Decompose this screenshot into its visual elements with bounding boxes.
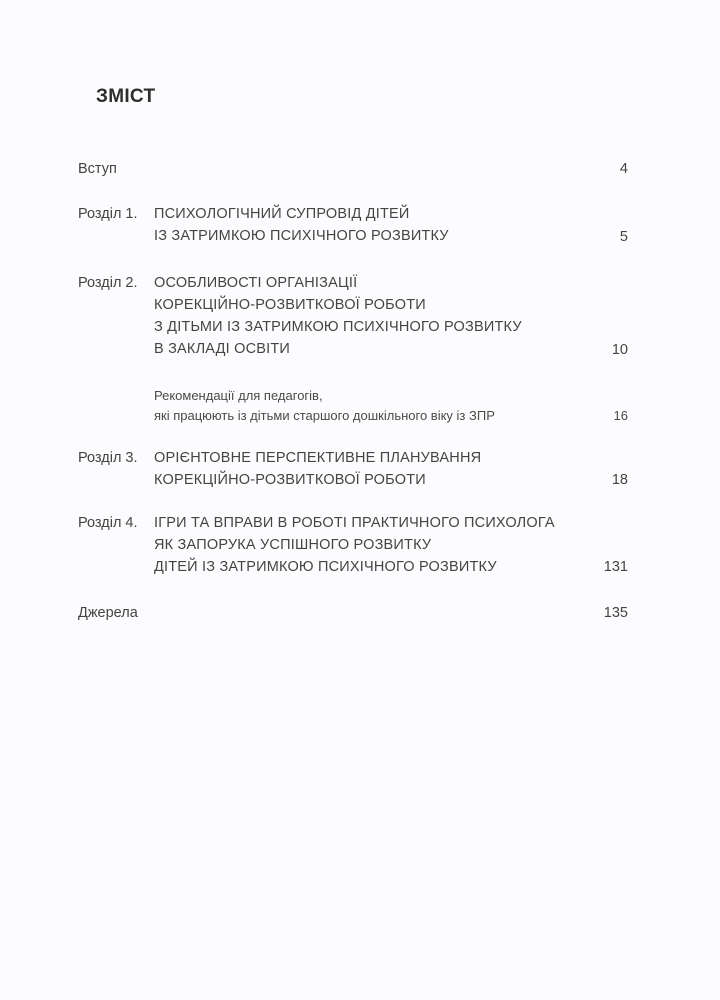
entry-label: Розділ 2.: [78, 275, 138, 291]
entry-title: [154, 203, 449, 247]
toc-entry-intro[interactable]: [78, 158, 628, 180]
entry-title-line: КОРЕКЦІЙНО-РОЗВИТКОВОЇ РОБОТИ: [154, 472, 426, 488]
toc-subentry-recommendations[interactable]: [154, 386, 628, 426]
entry-title-line: З ДІТЬМИ ІЗ ЗАТРИМКОЮ ПСИХІЧНОГО РОЗВИТКУ: [154, 319, 522, 335]
entry-title-line: ЯК ЗАПОРУКА УСПІШНОГО РОЗВИТКУ: [154, 537, 432, 553]
toc-entry-sources[interactable]: [78, 602, 628, 624]
entry-title-line: які працюють із дітьми старшого дошкільного віку із ЗПР: [154, 408, 495, 423]
entry-title-line: ПСИХОЛОГІЧНИЙ СУПРОВІД ДІТЕЙ: [154, 206, 410, 222]
entry-title-line: КОРЕКЦІЙНО-РОЗВИТКОВОЇ РОБОТИ: [154, 297, 426, 313]
entry-label: Розділ 4.: [78, 515, 138, 531]
entry-label: Розділ 1.: [78, 206, 138, 222]
entry-page-number: 18: [611, 472, 628, 488]
entry-label: Джерела: [78, 605, 138, 621]
entry-page-number: 5: [619, 229, 628, 245]
entry-page-number: 16: [613, 408, 628, 423]
entry-page-number: 10: [611, 342, 628, 358]
entry-title: [154, 447, 481, 491]
entry-page-number: 131: [603, 559, 628, 575]
toc-entry-chapter-4[interactable]: [78, 512, 628, 578]
entry-page-number: 4: [619, 161, 628, 177]
entry-title-line: ІЗ ЗАТРИМКОЮ ПСИХІЧНОГО РОЗВИТКУ: [154, 228, 449, 244]
entry-label: Розділ 3.: [78, 450, 138, 466]
entry-title: [154, 512, 555, 578]
toc-entry-chapter-3[interactable]: [78, 447, 628, 491]
toc-entry-chapter-1[interactable]: [78, 203, 628, 247]
entry-title-line: ДІТЕЙ ІЗ ЗАТРИМКОЮ ПСИХІЧНОГО РОЗВИТКУ: [154, 559, 497, 575]
entry-label: Вступ: [78, 161, 117, 177]
entry-title-line: ІГРИ ТА ВПРАВИ В РОБОТІ ПРАКТИЧНОГО ПСИХОЛОГА: [154, 515, 555, 531]
entry-title-line: В ЗАКЛАДІ ОСВІТИ: [154, 341, 291, 357]
page-title: ЗМІСТ: [96, 86, 156, 107]
entry-title-line: ОРІЄНТОВНЕ ПЕРСПЕКТИВНЕ ПЛАНУВАННЯ: [154, 450, 482, 466]
toc-entry-chapter-2[interactable]: [78, 272, 628, 360]
entry-page-number: 135: [603, 605, 628, 621]
entry-title: [154, 272, 522, 360]
entry-title-line: ОСОБЛИВОСТІ ОРГАНІЗАЦІЇ: [154, 275, 358, 291]
entry-title-line: Рекомендації для педагогів,: [154, 388, 323, 403]
